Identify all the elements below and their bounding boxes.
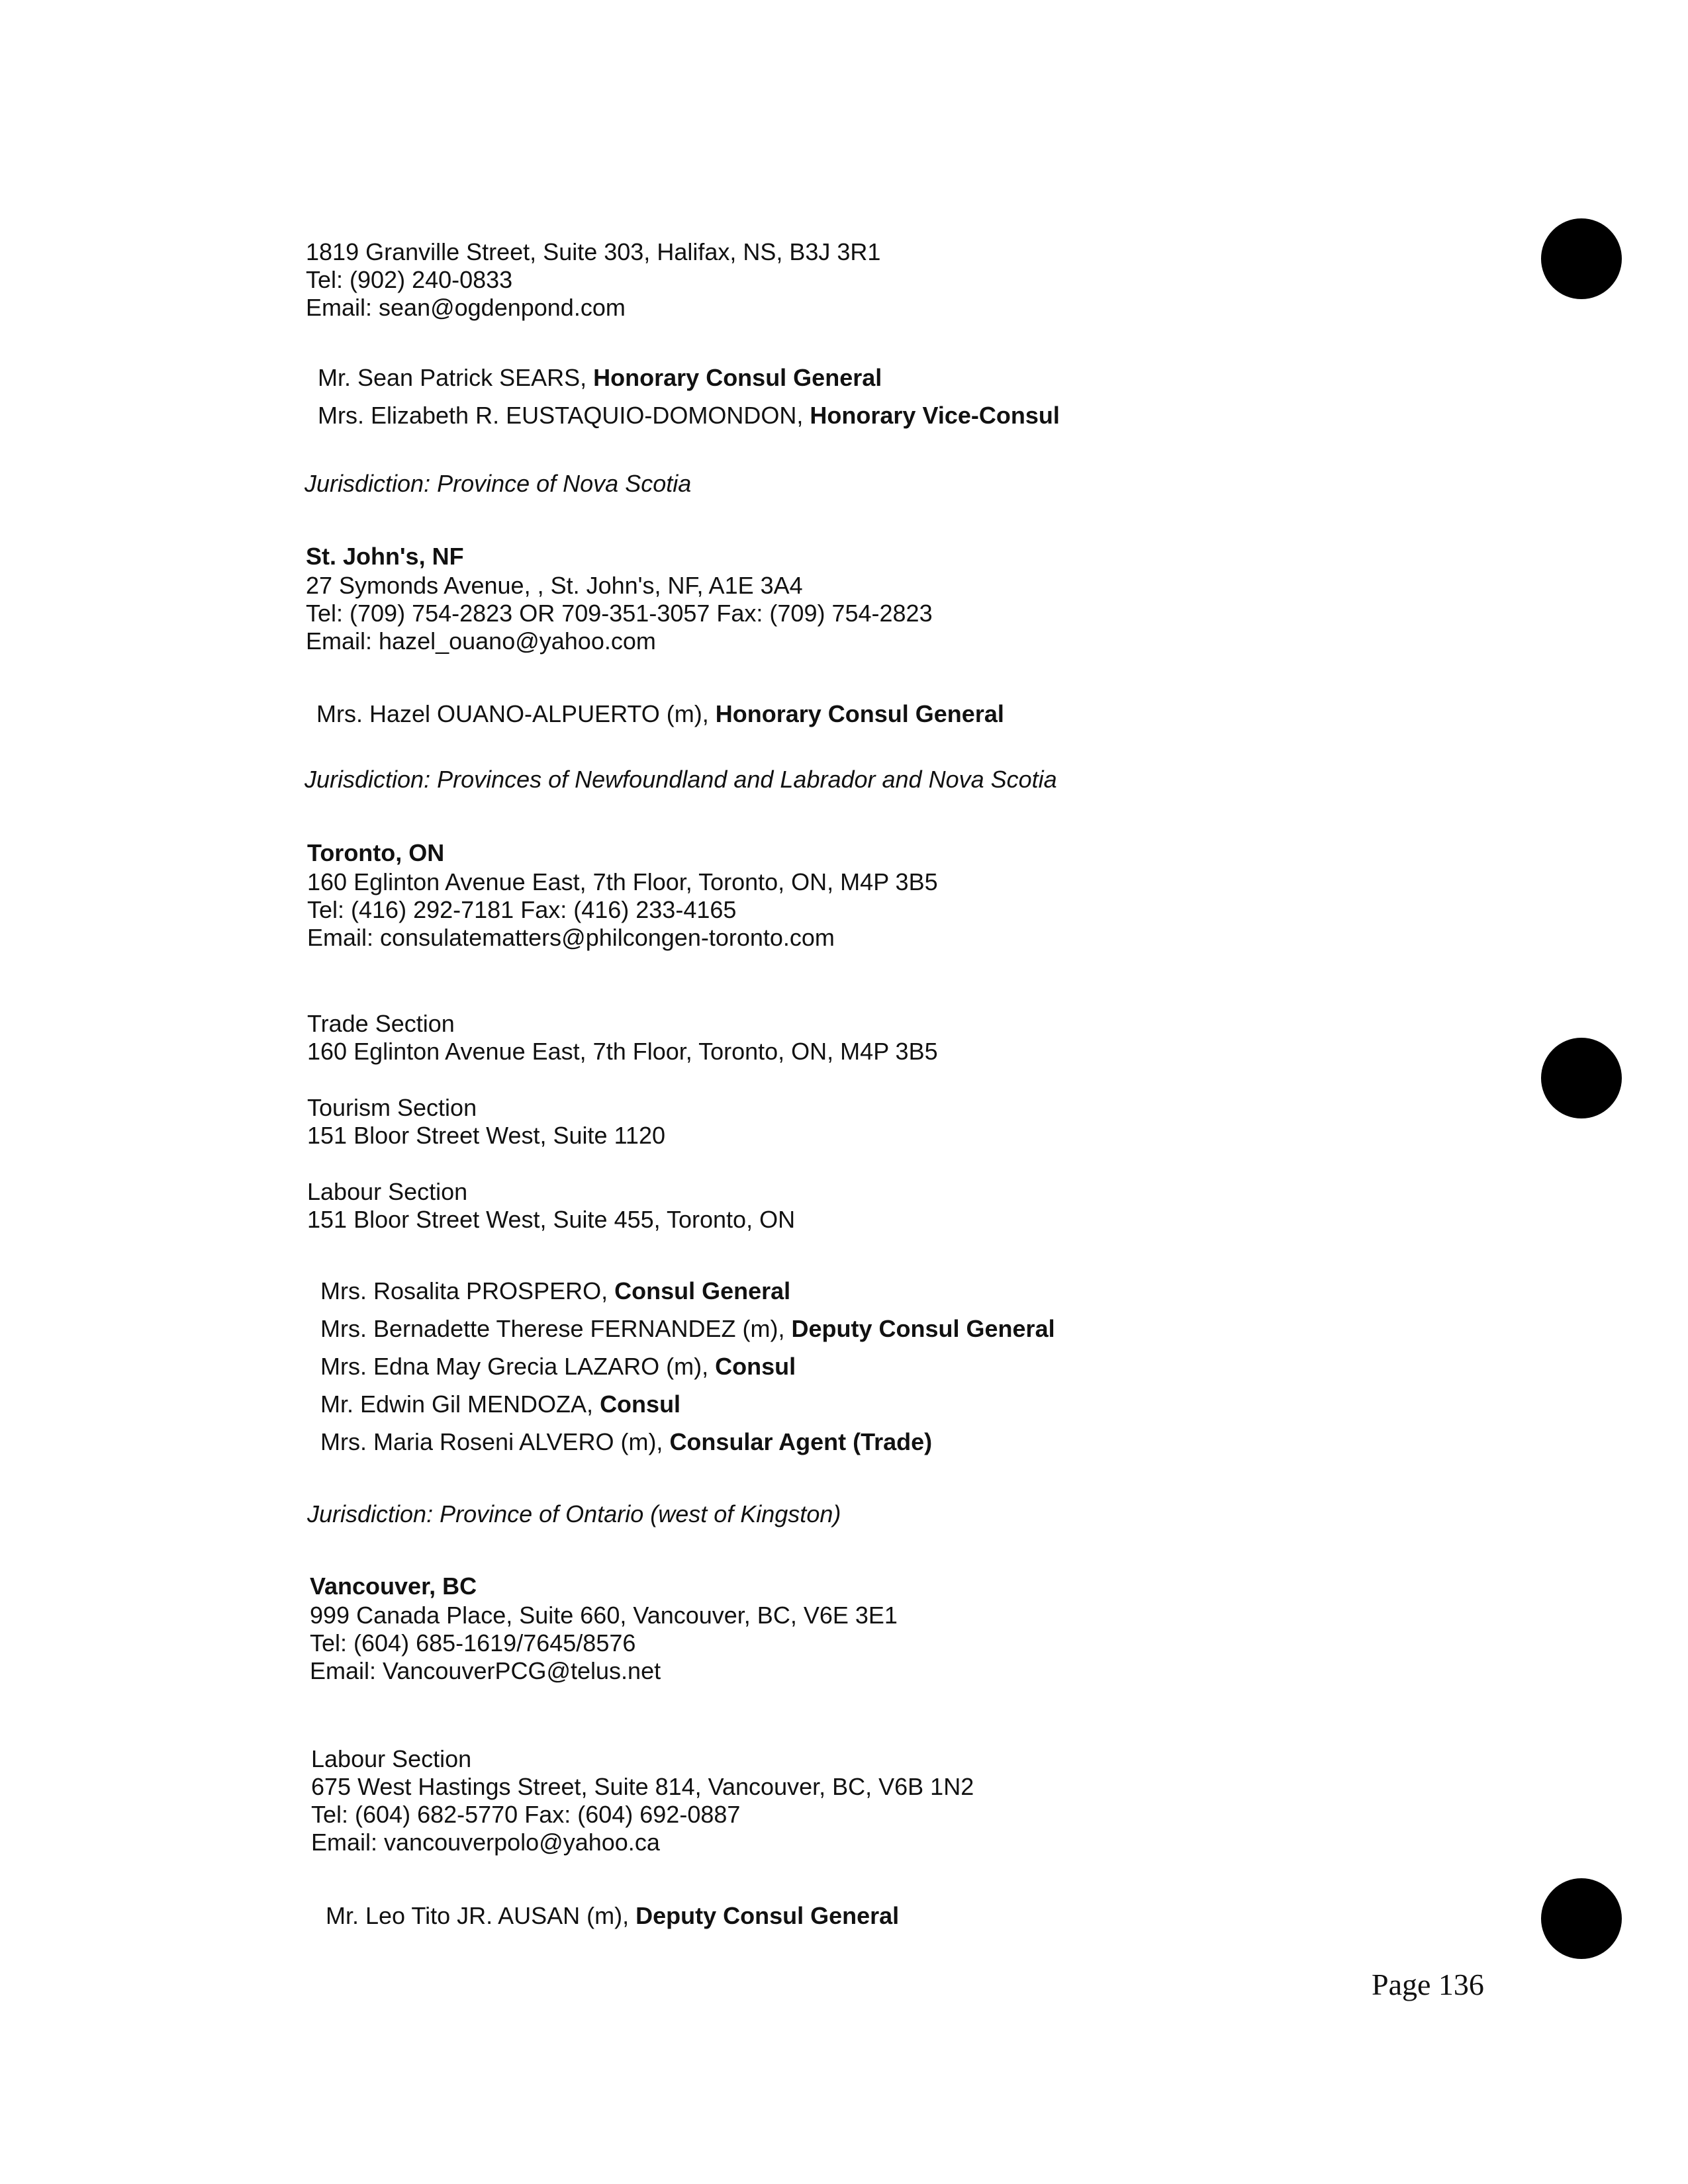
jurisdiction-note	[305, 766, 1057, 794]
official-title: Consular Agent (Trade)	[669, 1428, 933, 1455]
official-name: Mrs. Rosalita PROSPERO,	[320, 1277, 615, 1304]
address-block	[311, 1745, 974, 1856]
address-block	[310, 1602, 898, 1685]
official-entry	[320, 1353, 1055, 1390]
officials-list	[320, 1277, 1055, 1466]
official-name: Mrs. Elizabeth R. EUSTAQUIO-DOMONDON,	[318, 402, 810, 429]
address-block	[307, 1010, 938, 1066]
official-title: Honorary Vice-Consul	[810, 402, 1060, 429]
official-entry	[320, 1315, 1055, 1353]
official-title: Honorary Consul General	[715, 700, 1004, 727]
jurisdiction-text: Jurisdiction: Province of Ontario (west of Kingston)	[307, 1500, 841, 1527]
address-line: 151 Bloor Street West, Suite 1120	[307, 1122, 665, 1149]
jurisdiction-text: Jurisdiction: Province of Nova Scotia	[305, 470, 692, 497]
official-entry	[320, 1428, 1055, 1466]
official-name: Mrs. Bernadette Therese FERNANDEZ (m),	[320, 1315, 792, 1342]
location-heading	[307, 839, 444, 867]
address-line: Email: hazel_ouano@yahoo.com	[306, 627, 656, 655]
officials-list	[326, 1902, 899, 1940]
address-line: 27 Symonds Avenue, , St. John's, NF, A1E 3A4	[306, 572, 803, 599]
location-heading	[306, 543, 464, 570]
address-line: 160 Eglinton Avenue East, 7th Floor, Toronto, ON, M4P 3B5	[307, 868, 938, 895]
official-entry	[316, 700, 1004, 738]
jurisdiction-text: Jurisdiction: Provinces of Newfoundland and Labrador and Nova Scotia	[305, 766, 1057, 793]
address-line: Trade Section	[307, 1010, 455, 1037]
official-name: Mr. Leo Tito JR. AUSAN (m),	[326, 1902, 636, 1929]
punch-hole-icon	[1541, 218, 1622, 299]
official-title: Deputy Consul General	[791, 1315, 1055, 1342]
location-heading	[310, 1572, 477, 1600]
address-line: Tel: (604) 685-1619/7645/8576	[310, 1629, 636, 1657]
address-line: Tel: (604) 682-5770 Fax: (604) 692-0887	[311, 1801, 741, 1828]
punch-hole-icon	[1541, 1878, 1622, 1959]
officials-list	[318, 364, 1060, 439]
official-name: Mrs. Edna May Grecia LAZARO (m),	[320, 1353, 716, 1380]
address-line: Email: consulatematters@philcongen-toronto.com	[307, 924, 835, 951]
official-name: Mrs. Hazel OUANO-ALPUERTO (m),	[316, 700, 716, 727]
address-line: Tel: (902) 240-0833	[306, 266, 513, 293]
address-line: Email: VancouverPCG@telus.net	[310, 1657, 661, 1684]
address-block	[307, 1094, 665, 1150]
official-entry	[318, 364, 1060, 402]
official-name: Mr. Edwin Gil MENDOZA,	[320, 1390, 600, 1418]
address-line: Tel: (709) 754-2823 OR 709-351-3057 Fax: (709) 754-2823	[306, 600, 933, 627]
punch-hole-icon	[1541, 1038, 1622, 1118]
location-heading-text: Vancouver, BC	[310, 1572, 477, 1600]
official-name: Mrs. Maria Roseni ALVERO (m),	[320, 1428, 670, 1455]
address-line: Tel: (416) 292-7181 Fax: (416) 233-4165	[307, 896, 737, 923]
official-entry	[320, 1277, 1055, 1315]
jurisdiction-note	[305, 470, 691, 498]
officials-list	[316, 700, 1004, 738]
address-block	[307, 868, 938, 952]
official-title: Deputy Consul General	[635, 1902, 900, 1929]
address-line: 999 Canada Place, Suite 660, Vancouver, BC, V6E 3E1	[310, 1602, 898, 1629]
official-entry	[326, 1902, 899, 1940]
address-line: 1819 Granville Street, Suite 303, Halifax, NS, B3J 3R1	[306, 238, 881, 265]
address-block	[307, 1178, 795, 1234]
address-line: 675 West Hastings Street, Suite 814, Vancouver, BC, V6B 1N2	[311, 1773, 974, 1800]
address-line: 160 Eglinton Avenue East, 7th Floor, Toronto, ON, M4P 3B5	[307, 1038, 938, 1065]
address-line: Labour Section	[311, 1745, 472, 1772]
address-line: Email: vancouverpolo@yahoo.ca	[311, 1829, 660, 1856]
address-block	[306, 572, 933, 655]
address-line: Tourism Section	[307, 1094, 477, 1121]
official-title: Consul General	[614, 1277, 791, 1304]
address-block	[306, 238, 880, 322]
jurisdiction-note	[307, 1500, 841, 1528]
address-line: 151 Bloor Street West, Suite 455, Toronto, ON	[307, 1206, 796, 1233]
official-title: Consul	[715, 1353, 796, 1380]
official-title: Honorary Consul General	[593, 364, 882, 391]
official-entry	[318, 402, 1060, 439]
address-line: Email: sean@ogdenpond.com	[306, 294, 626, 321]
official-entry	[320, 1390, 1055, 1428]
address-line: Labour Section	[307, 1178, 468, 1205]
official-name: Mr. Sean Patrick SEARS,	[318, 364, 594, 391]
location-heading-text: Toronto, ON	[307, 839, 445, 866]
official-title: Consul	[600, 1390, 681, 1418]
location-heading-text: St. John's, NF	[306, 543, 464, 570]
page-number: Page 136	[1372, 1968, 1484, 2001]
